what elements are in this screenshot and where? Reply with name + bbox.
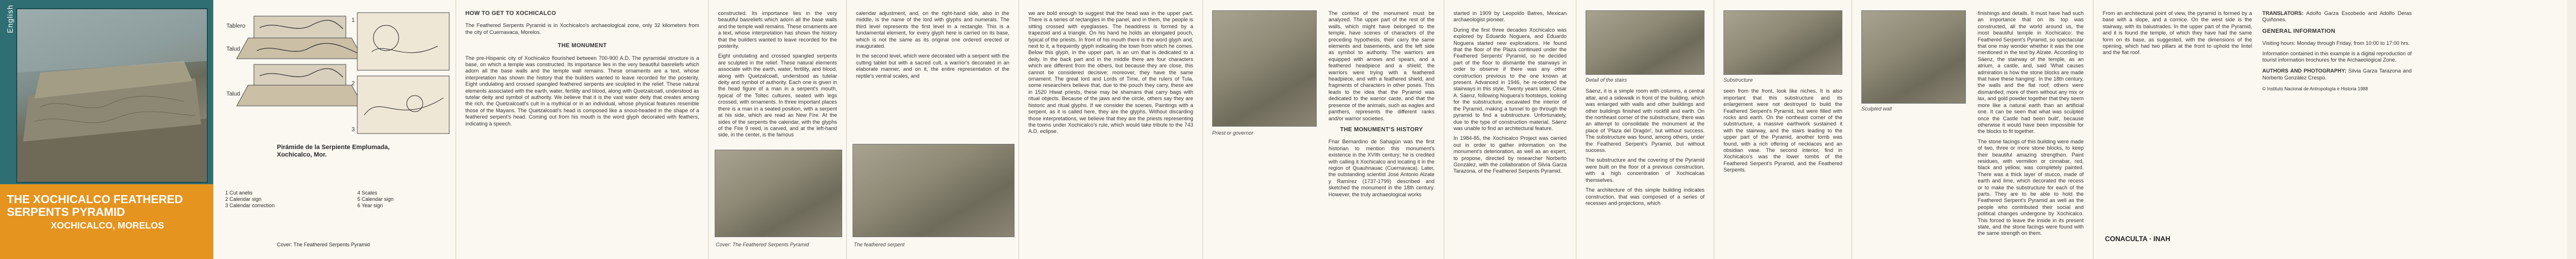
- info-columns: [2103, 10, 2558, 93]
- legend-item: 1 Cut anelis: [225, 190, 253, 196]
- sculpted-wall-photo: [1861, 10, 1966, 104]
- photo-caption: Detail of the stairs: [1586, 77, 1628, 83]
- column: [2262, 10, 2412, 93]
- diagram-title-line-1: Pirámide de la Serpiente Emplumada,: [277, 144, 390, 151]
- number-2: 2: [352, 81, 355, 87]
- diagram-legend: [225, 190, 275, 209]
- photo-caption: Cover: The Feathered Serpents Pyramid: [716, 242, 809, 247]
- text-panel-7: [1576, 0, 1714, 259]
- paragraph: The Feathered Serpents Pyramid is in Xochicalco's archaeological zone, only 32 kilometers from the city of Cuernavaca, Morelos.: [465, 22, 699, 35]
- column: [1329, 10, 1435, 198]
- scale-item: 6 Year sign: [357, 203, 383, 208]
- two-column-text: [1861, 10, 2084, 237]
- paragraph: finishings and details. It must have had such an importance that on its top was constructed, all the world around us, the most beautiful temple in Xochicalco: the Feathered Serpent's Pyramid, so spectacular that one may wonder whether it was the one mentioned in the text by Alzate. According to Sáenz, the stairway of the temple, as an atrium, a castle, and, said 'What causes admiration is how the stone blocks are made that have these hanging'. In the 18th century, the walls and the flat roof; others were dismantled; more of them without any mix or lax, and gold powder together that they seem more like a natural earth than an artificial one. It can be seen that what was sculpted once the Castle had been built', because otherwise it would have been impossible for the blocks to fit together.: [1977, 10, 2084, 135]
- paragraph: Sáenz, it is a simple room with columns, a central altar, and a sidewalk in front of the building, which was enlarged with walls and other buildings and other buildings finished with rockfill and earth. On the northeast corner of the substructure, there was an attempt to consolidate the monument at the place of 'Plaza del Dragón', but without success. The substructure was found, among others, under the Feathered Serpent's Pyramid, but without success.: [1586, 88, 1705, 154]
- photo-caption: Substructure: [1723, 77, 1753, 83]
- heading-history: THE MONUMENT'S HISTORY: [1340, 126, 1423, 133]
- paragraph: we are bold enough to suggest that the head was in the upper part. There is a series of rectangles in the panel, and in them, the people is sitting crossed with eyeglasses. The headdress is formed by a trapezoid and a triangle. On his hand he holds an elongated pouch, typical of the priests. In front of his mouth there is the word glyph and, next to it, a frequently glyph indicating the town from which he comes. Below this glyph, in the upper part, is an urn that is dedicated to a deity. In the back part and in the middle there are four characters which are different from the others, but because they are close, this cannot be considered decisive; moreover, they have the same ornament. The great lord and Lords of Time, of the rulers of Tula, some researchers believe that, due to the pouch they carry, these are in 1520 Hiwat priests, these may be shamans that carry bags with ritual objects. Because of the jaws and the circle, others say they are historic and ritual glyphs. If we consider the scenes, Paintings with a serpent, as it is called here, they are the glyphs. Without discarding those interpretations, we believe that they are the priests representing the towns under Xochicalco's rule, which would take tribute to the 743 A.D. eclipse.: [1028, 10, 1193, 135]
- diagram-title: [277, 144, 390, 159]
- scale-item: 4 Scales: [357, 190, 377, 196]
- paragraph: started in 1909 by Leopoldo Batres, Mexican archaeologist pioneer.: [1453, 10, 1567, 23]
- text-panel-3: [847, 0, 1019, 259]
- hours: Visiting hours: Monday through Friday, from 10:00 to 17:00 hrs.: [2262, 40, 2410, 47]
- paragraph: The stone facings of this building were made of two, three or more stone blocks, to keep their beautiful amazing strengthen. Paint residues, with vermilion or cinnabar, red, black and yellow, was completely painted. There was a thick layer of stucco, made of earth and lime, which decorated the recess or to make the substructure for each of the parts. They are to be able to hold the Feathered Serpent's Pyramid as well as the people who contributed their social and political changes undergone by Xochicalco. This forced to leave the inside in its present state, and the stone facings were found with the same strength on them.: [1977, 138, 2084, 237]
- conaculta-inah-logo: CONACULTA · INAH: [2105, 235, 2170, 243]
- two-column-text: [1212, 10, 1434, 198]
- cover-photo: [16, 8, 208, 183]
- authors-value: Silvia Garza Tarazona and Norberto González Crespo.: [2262, 68, 2412, 81]
- copyright: © Instituto Nacional de Antropología e Historia 1988: [2262, 86, 2368, 92]
- label-tablero: Tablero: [226, 23, 245, 29]
- column: [2103, 10, 2252, 93]
- heading-monument: THE MONUMENT: [557, 43, 607, 49]
- paragraph: From an architectural point of view, the pyramid is formed by a base with a slope, and a cornice. On the west side is the stairway, with its balustrades. In the upper part of the Pyramid, and it is found the temple, of which they have had the same form on its base, as suggested, with the dimensions of the opening, which had two pillars at the front to uphold the lintel and the flat roof.: [2103, 10, 2252, 56]
- cover-title: THE XOCHICALCO FEATHERED SERPENTS PYRAMID: [7, 193, 183, 219]
- pyramid-photo: [715, 150, 842, 237]
- paragraph: Eight undulating and crossed spangled serpents are sculpted in the relief. These natural elements associate with the earth, water, fertility, and blood, along with Quetzalcoatl, understood as tutelar deity and symbol of authority. Each one is given in the head figure of a man in a serpent's mouth, typical of the Toltec cultures, seated with legs crossed, with ornaments. In three important places there is a man in a seated position, with a serpent at his side, which are read as New Fire. At the sides of the serpents the calendar, with the glyphs of the Fire 9 reed, is carved, and at the left-hand side, in the center, is the famous: [718, 53, 837, 138]
- diagram-panel: [214, 0, 456, 259]
- paragraph: During the first three decades Xochicalco was explored by Eduardo Noguera, and Eduardo Noguera started new explorations. He found that the floor of the Plaza continued under the Feathered Serpents' Pyramid, so he decided part of the floor to dismantle the stairways in order to observe if there was any other construction previous to the one known at present. Advanced in 1946, he re-ordered the stairways in this style. Twenty years later, César A. Sáenz, following Noguera's footsteps, looking for the substructure, excavated the interior of the Pyramid, making a tunnel to go through the pyramid to find a substructure. Unfortunately, due to the type of construction material, Sáenz was unable to find an architectural feature.: [1453, 26, 1567, 131]
- info-text: Information contained in this example is a digital reproduction of tourist information brochures for the Archaeological Zone.: [2262, 50, 2412, 63]
- scale-item: 5 Calendar sign: [357, 196, 394, 202]
- translators-label: TRANSLATORS:: [2262, 10, 2304, 16]
- cover-subtitle: XOCHICALCO, MORELOS: [51, 221, 164, 231]
- column: [1861, 10, 1968, 237]
- number-3: 3: [352, 127, 355, 133]
- column: [1212, 10, 1318, 198]
- text-panel-2: [709, 0, 847, 259]
- text-panel-9: [1852, 0, 2093, 259]
- heading-how-to-get: HOW TO GET TO XOCHICALCO: [465, 10, 556, 17]
- general-info-heading: GENERAL INFORMATION: [2262, 28, 2335, 35]
- translators-value: Adolfo Garza Escobedo and Adolfo Deras Quiñones.: [2262, 10, 2412, 23]
- paragraph: constructed. Its importance lies in the very beautiful basreliefs which adorn all the base walls and the temple wall remains. These ornaments are a text, whose interpretation has shown the history that the builders wanted to leave recorded for the posterity.: [718, 10, 837, 49]
- photo-caption: The feathered serpent: [854, 242, 905, 247]
- paragraph: The substructure and the covering of the Pyramid were built on the floor of a previous construction, with a high concentration of Xochicalcas themselves.: [1586, 157, 1705, 183]
- number-1: 1: [352, 17, 355, 24]
- text-panel-1: [456, 0, 709, 259]
- photo-caption: Sculpted wall: [1861, 106, 1892, 112]
- paragraph: The architecture of this simple building indicates construction, that was composed of a series of recesses and projections, which: [1586, 187, 1705, 206]
- substructure-photo: [1723, 10, 1842, 75]
- authors: [2262, 68, 2412, 81]
- text-panel-5: [1203, 0, 1444, 259]
- label-talud-1: Talud: [226, 46, 240, 52]
- paragraph: Friar Bernardino de Sahagún was the first historian to mention this monument's existence in the XVIth century; he is credited with calling it Xochicalco and locating it in the region of Quauhnauac (Cuernavaca). Later, the outstanding scientist José Antonio Alzate y Ramírez (1737-1799) described and sketched the monument in the 18th century. However, the truly archaeological works: [1328, 139, 1434, 197]
- text-panel-6: [1444, 0, 1576, 259]
- diagram-title-line-2: Xochicalco, Mor.: [277, 151, 327, 158]
- column: [1978, 10, 2084, 237]
- text-panel-8: [1714, 0, 1852, 259]
- pyramid-diagram: [214, 0, 456, 259]
- legend-item: 3 Calendar correction: [225, 203, 275, 208]
- text-panel-4: [1019, 0, 1203, 259]
- paragraph: In the second level, which were decorated with a serpent with the cutting tablet but with a sacred cult, a warrior's decorated in an elaborate manner, and on it, the entire representation of the reptile's ventral scales, and: [856, 53, 1009, 79]
- paragraph: In 1984-85, the Xochicalco Project was carried out in order to gather information on the monument's deterioration, as well as an expert, to propose, directed by researcher Norberto González, with the collaboration of Silvia Garza Tarazona, of the Feathered Serpents Pyramid.: [1453, 135, 1567, 174]
- cover-caption: Cover: The Feathered Serpents Pyramid: [277, 242, 370, 247]
- authors-label: AUTHORS AND PHOTOGRAPHY:: [2262, 68, 2347, 74]
- paragraph: The pre-Hispanic city of Xochicalco flourished between 700-900 A.D. The pyramidal structure is a base, on which a temple was constructed. Its importance lies in the very beautiful basreliefs which adorn all the base walls and the temple wall remains. These ornaments are a text, whose interpretation has shown the history that the builders wanted to leave recorded for the posterity. Eight undulating and crossed spangled feathered serpents are sculpted in the relief. These natural elements associated with the earth, water, fertility and blood, along with Quetzalcoatl, understood as tutelar deity and symbol of authority. We believe that it is the vast water deity that creates among the rich, the Quetzalcoatl's cult in a mythical or in an individual, whose physical features resemble those of the Mayans. The Quetzalcoatl's head is composed like a snout-headed in the shape of a feathered serpent's head. Coming out from his mouth is the word glyph decorated with feathers, indicating a speech.: [465, 55, 699, 127]
- label-talud-2: Talud: [226, 91, 240, 97]
- translators: [2262, 10, 2412, 24]
- diagram-scales: [357, 190, 394, 209]
- stairs-photo: [1586, 10, 1705, 75]
- serpent-photo: [853, 144, 1015, 237]
- paragraph: The context of the monument must be analyzed. The upper part of the rest of the walls, which might have belonged to the temple, have scenes of characters of the preceding hypothesis, their carry the same elements and basements, and the left side as symbol to authority. The warriors are equipped with arrows and spears, and a feathered headpiece and a shield; the warriors were trying with a feathered headpiece, and with a feathered shield, and fragments of characters in other poses. This leads to the idea that the Pyramid was dedicated to the warrior caste, and that the presence of the animals, such as eagles and panthers, represents the different ranks and/or warrior societies.: [1328, 10, 1434, 121]
- priest-photo: [1212, 10, 1317, 127]
- legend-item: 2 Calendar sign: [225, 196, 262, 202]
- language-label: English: [6, 5, 14, 33]
- text-panel-10: [2093, 0, 2567, 259]
- paragraph: seen from the front, look like niches. It is also important that this substructure and its enlargement were not destroyed to build the Feathered Serpent's Pyramid, but were filled with rocks and earth. On the northeast corner of the substructure, a massive earthwork sustained it with the stairway, and the stairs leading to the upper part of the Pyramid, another tomb was found, with a rich offering of necklaces and an obsidian vase. The second interior, find in Xochicalco's was the lower tombs of the Feathered Serpent's Pyramid, and the Feathered Serpents.: [1723, 88, 1842, 173]
- photo-caption: Priest or governor: [1212, 130, 1254, 136]
- cover-panel: [0, 0, 214, 259]
- pyramid-illustration: [17, 9, 207, 182]
- paragraph: calendar adjustment, and, on the right-hand side, also in the middle, is the name of the lord with glyphs and numerals. The third level represents the first level in a rectangle. This is a fundamental element, for every glyph here is carried on its base, which is not the same as its original one ordered erected or inaugurated.: [856, 10, 1009, 49]
